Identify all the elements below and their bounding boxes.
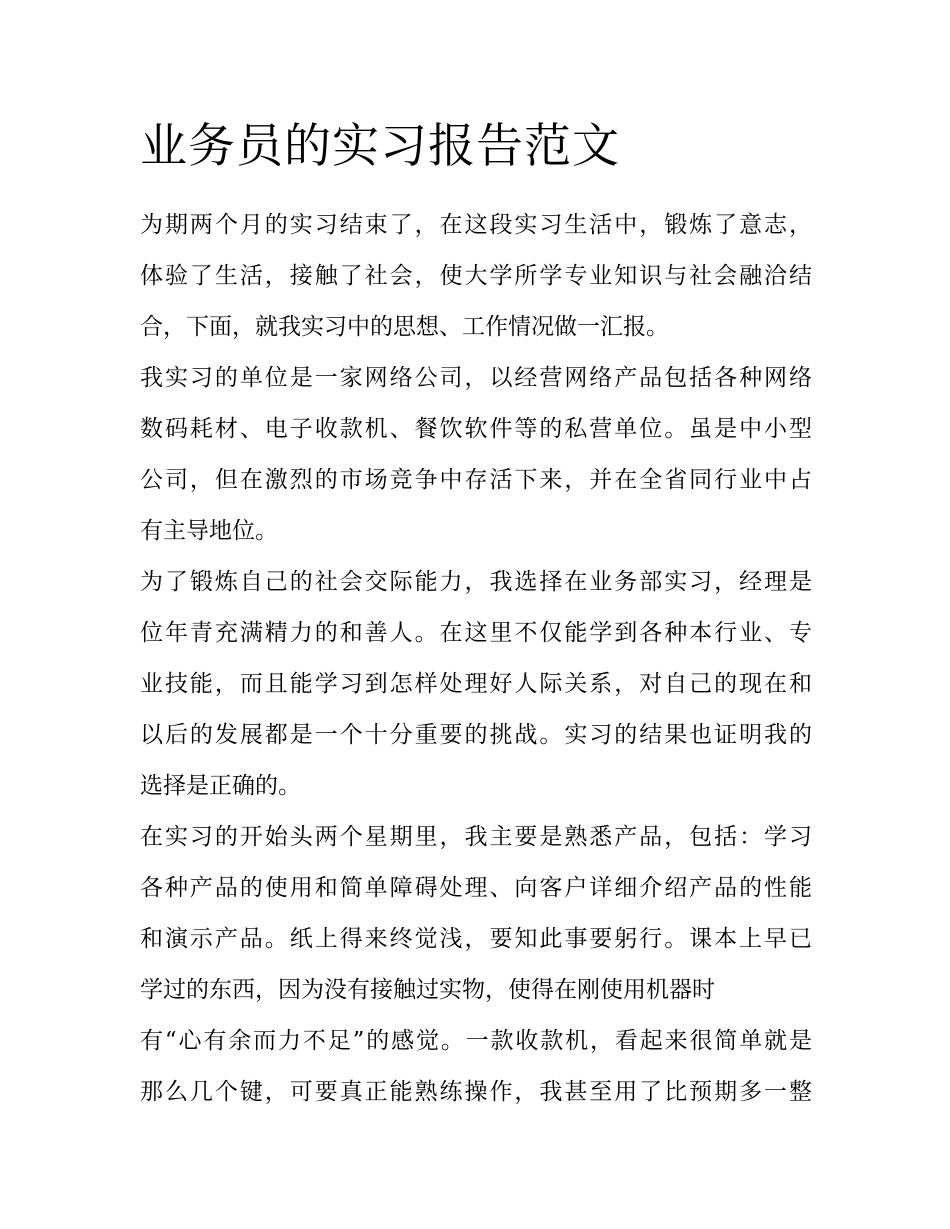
text-line: 以后的发展都是一个十分重要的挑战。实习的结果也证明我的 [140,722,812,748]
text-line: 为期两个月的实习结束了，在这段实习生活中，锻炼了意志， [140,212,812,238]
text-line: 那么几个键，可要真正能熟练操作，我甚至用了比预期多一整 [140,1079,812,1105]
text-line: 公司，但在激烈的市场竞争中存活下来，并在全省同行业中占 [140,467,812,493]
text-line: 有“心有余而力不足”的感觉。一款收款机，看起来很简单就是 [140,1028,812,1054]
text-line: 在实习的开始头两个星期里，我主要是熟悉产品，包括：学习 [140,824,812,850]
text-line: 体验了生活，接触了社会，使大学所学专业知识与社会融洽结 [140,263,812,289]
text-line: 各种产品的使用和简单障碍处理、向客户详细介绍产品的性能 [140,875,812,901]
text-line: 为了锻炼自己的社会交际能力，我选择在业务部实习，经理是 [140,569,812,595]
text-line: 有主导地位。 [140,518,278,544]
text-line: 合，下面，就我实习中的思想、工作情况做一汇报。 [140,314,669,340]
document-title: 业务员的实习报告范文 [140,119,620,174]
text-line: 和演示产品。纸上得来终觉浅，要知此事要躬行。课本上早已 [140,926,812,952]
text-line: 选择是正确的。 [140,773,301,799]
text-line: 学过的东西，因为没有接触过实物，使得在刚使用机器时 [140,977,715,1003]
document-content [140,112,812,1118]
text-line: 我实习的单位是一家网络公司，以经营网络产品包括各种网络 [140,365,812,391]
text-line: 数码耗材、电子收款机、餐饮软件等的私营单位。虽是中小型 [140,416,812,442]
text-line: 位年青充满精力的和善人。在这里不仅能学到各种本行业、专 [140,620,812,646]
text-line: 业技能，而且能学习到怎样处理好人际关系，对自己的现在和 [140,671,812,697]
document-body [140,200,812,1118]
